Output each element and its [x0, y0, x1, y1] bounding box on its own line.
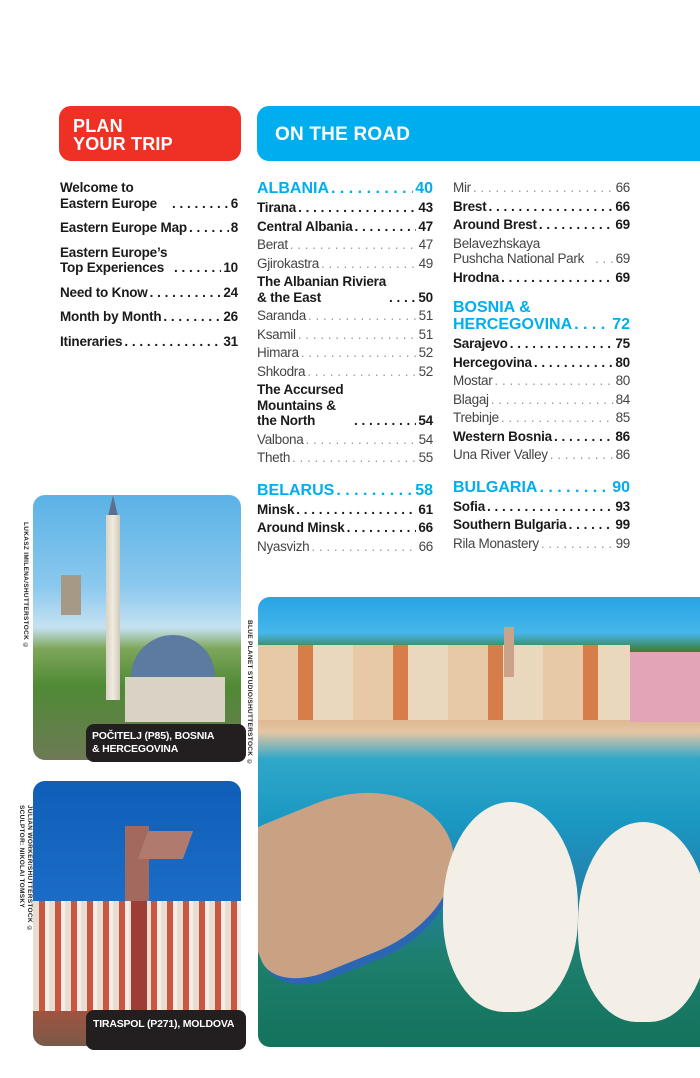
toc-entry[interactable]: Sofia . . . 93	[453, 499, 630, 515]
photo-tiraspol	[33, 781, 241, 1046]
toc-entry[interactable]: Rila Monastery . . . 99	[453, 536, 630, 552]
toc-entry[interactable]: The Accursed Mountains & the North . . . 54	[257, 382, 433, 429]
white-boat	[578, 822, 700, 1022]
plan-title-line1: PLAN	[73, 116, 123, 136]
toc-entry[interactable]: Una River Valley . . . 86	[453, 447, 630, 463]
photo-credit-harbor: BLUE PLANET STUDIO/SHUTTERSTOCK ©	[246, 620, 253, 766]
toc-entry[interactable]: Tirana . . . 43	[257, 200, 433, 216]
road-title: ON THE ROAD	[275, 124, 411, 145]
toc-entry[interactable]: Central Albania . . . 47	[257, 219, 433, 235]
statue-cape	[138, 831, 193, 859]
country-bosnia	[453, 299, 630, 463]
statue-pedestal	[131, 896, 147, 1011]
country-belarus-continued	[453, 180, 630, 285]
toc-entry[interactable]: Western Bosnia . . . 86	[453, 429, 630, 445]
toc-entry[interactable]: Mostar . . . 80	[453, 373, 630, 389]
caption-pocitelj: POČITELJ (P85), BOSNIA & HERCEGOVINA	[86, 724, 246, 762]
toc-entry[interactable]: Gjirokastra . . . 49	[257, 256, 433, 272]
on-the-road-banner	[257, 106, 700, 161]
toc-entry[interactable]: Blagaj . . . 84	[453, 392, 630, 408]
toc-entry[interactable]: Minsk . . . 61	[257, 502, 433, 518]
plan-your-trip-banner	[59, 106, 241, 161]
country-heading-bosnia[interactable]: BOSNIA & HERCEGOVINA . . . 72	[453, 299, 630, 333]
toc-entry[interactable]: Ksamil . . . 51	[257, 327, 433, 343]
photo-pocitelj	[33, 495, 241, 760]
toc-entry[interactable]: Around Brest . . . 69	[453, 217, 630, 233]
toc-entry-top-experiences[interactable]: Eastern Europe’s Top Experiences . . . 10	[60, 245, 238, 276]
mosque-body	[125, 677, 225, 722]
toc-entry[interactable]: Belavezhskaya Pushcha National Park . . . 69	[453, 236, 630, 267]
plan-title-line2: YOUR TRIP	[73, 134, 173, 154]
photo-credit-tiraspol: JULIAN WORKER/SHUTTERSTOCK © SCULPTOR: NIKOLAI TOMSKY	[18, 805, 33, 933]
toc-entry[interactable]: Valbona . . . 54	[257, 432, 433, 448]
toc-entry[interactable]: Southern Bulgaria . . . 99	[453, 517, 630, 533]
toc-entry-month-by-month[interactable]: Month by Month . . . 26	[60, 309, 238, 325]
bell-tower	[504, 627, 514, 677]
toc-entry-itineraries[interactable]: Itineraries . . . 31	[60, 334, 238, 350]
road-toc-column-2	[453, 180, 630, 567]
pink-building	[630, 652, 700, 722]
fortress-tower	[61, 575, 81, 615]
caption-tiraspol: TIRASPOL (P271), MOLDOVA	[86, 1010, 246, 1050]
mosque-dome	[131, 635, 215, 680]
photo-credit-pocitelj: LUKASZ IMILENA/SHUTTERSTOCK ©	[22, 522, 29, 650]
country-bulgaria	[453, 479, 630, 552]
country-heading-bulgaria[interactable]: BULGARIA . . . 90	[453, 479, 630, 496]
white-boat	[443, 802, 578, 1012]
toc-entry[interactable]: Saranda . . . 51	[257, 308, 433, 324]
minaret	[106, 515, 120, 700]
toc-entry[interactable]: Brest . . . 66	[453, 199, 630, 215]
toc-entry[interactable]: Trebinje . . . 85	[453, 410, 630, 426]
road-toc-column-1	[257, 180, 433, 570]
toc-entry[interactable]: The Albanian Riviera & the East . . . 50	[257, 274, 433, 305]
toc-entry-welcome[interactable]: Welcome to Eastern Europe . . . 6	[60, 180, 238, 211]
toc-entry-need-to-know[interactable]: Need to Know . . . 24	[60, 285, 238, 301]
toc-entry[interactable]: Hercegovina . . . 80	[453, 355, 630, 371]
photo-harbor	[258, 597, 700, 1047]
toc-entry[interactable]: Shkodra . . . 52	[257, 364, 433, 380]
toc-entry-map[interactable]: Eastern Europe Map . . . 8	[60, 220, 238, 236]
toc-entry[interactable]: Mir . . . 66	[453, 180, 630, 196]
toc-entry[interactable]: Himara . . . 52	[257, 345, 433, 361]
toc-entry[interactable]: Hrodna . . . 69	[453, 270, 630, 286]
toc-entry[interactable]: Around Minsk . . . 66	[257, 520, 433, 536]
toc-entry[interactable]: Nyasvizh . . . 66	[257, 539, 433, 555]
country-belarus	[257, 482, 433, 555]
town-buildings	[258, 645, 630, 720]
country-heading-belarus[interactable]: BELARUS . . . 58	[257, 482, 433, 499]
toc-entry[interactable]: Theth . . . 55	[257, 450, 433, 466]
country-albania	[257, 180, 433, 466]
plan-toc-list	[60, 180, 238, 358]
toc-entry[interactable]: Sarajevo . . . 75	[453, 336, 630, 352]
country-heading-albania[interactable]: ALBANIA . . . 40	[257, 180, 433, 197]
toc-entry[interactable]: Berat . . . 47	[257, 237, 433, 253]
